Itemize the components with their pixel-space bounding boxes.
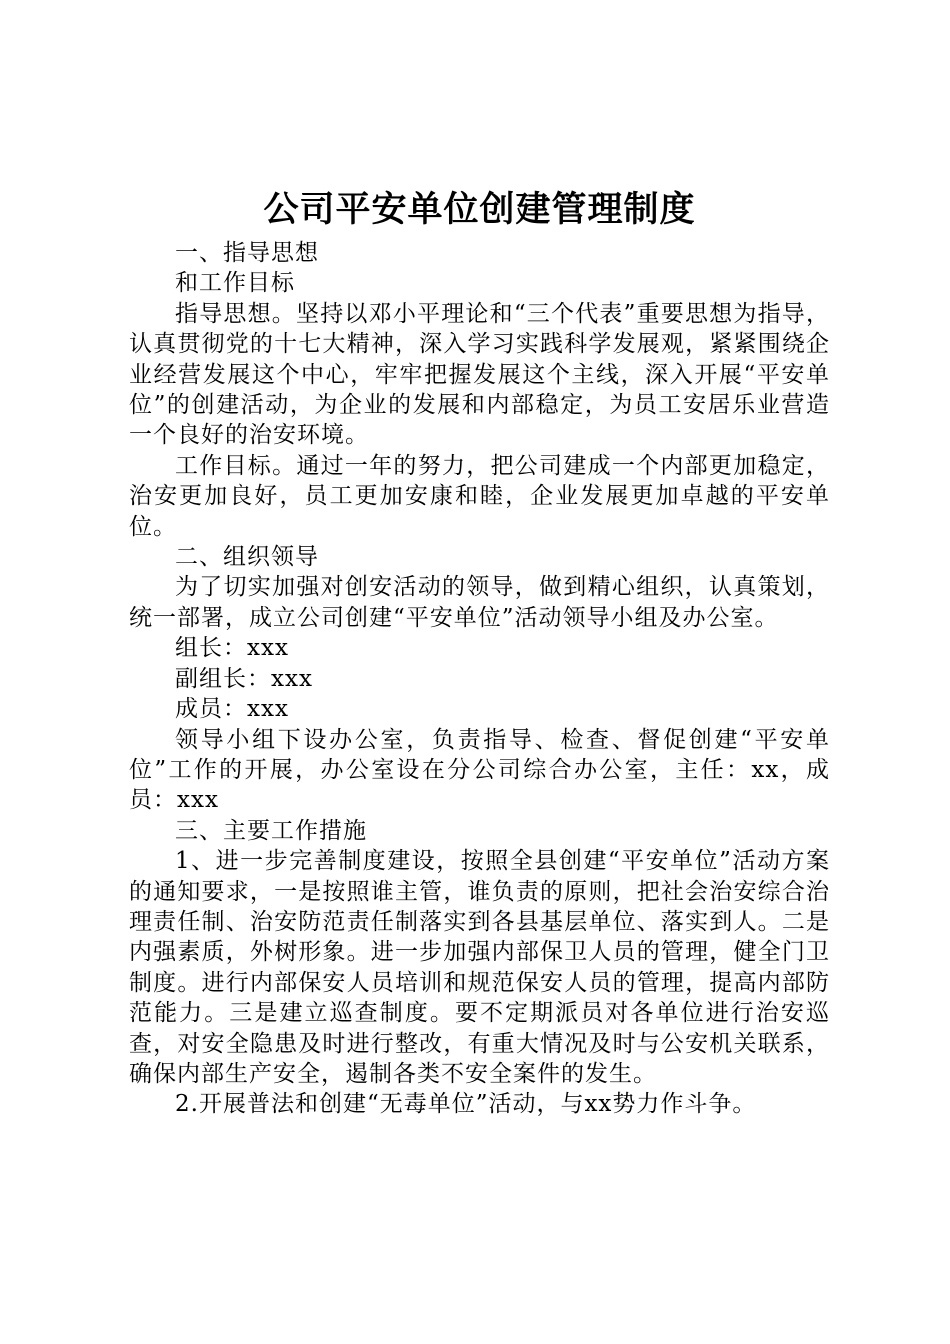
paragraph-team-leader: 组长：xxx xyxy=(175,635,289,662)
paragraph-organization: 为了切实加强对创安活动的领导，做到精心组织，认真策划，统一部署，成立公司创建“平安单位”活动领导小组及办公室。 xyxy=(129,574,830,631)
section-heading-measures: 三、主要工作措施 xyxy=(175,817,367,844)
paragraph-work-goal: 工作目标。通过一年的努力，把公司建成一个内部更加稳定，治安更加良好，员工更加安康和睦，企业发展更加卓越的平安单位。 xyxy=(129,452,830,540)
paragraph-office: 领导小组下设办公室，负责指导、检查、督促创建“平安单位”工作的开展，办公室设在分公司综合办公室，主任：xx，成员：xxx xyxy=(129,726,830,814)
paragraph-measure-2: 2.开展普法和创建“无毒单位”活动，与xx势力作斗争。 xyxy=(175,1091,757,1118)
paragraph-members: 成员：xxx xyxy=(175,696,289,723)
document-body xyxy=(129,238,830,1120)
section-heading-continuation: 和工作目标 xyxy=(175,270,295,297)
document-page xyxy=(129,182,830,1120)
document-title: 公司平安单位创建管理制度 xyxy=(263,190,696,230)
section-heading-guiding-ideology: 一、指导思想 xyxy=(175,240,319,266)
paragraph-measure-1: 1、进一步完善制度建设，按照全县创建“平安单位”活动方案的通知要求，一是按照谁主管，谁负责的原则，把社会治安综合治理责任制、治安防范责任制落实到各县基层单位、落实到人。二是内强素质，外树形象。进一步加强内部保卫人员的管理，健全门卫制度。进行内部保安人员培训和规范保安人员的管理，提高内部防范能力。三是建立巡查制度。要不定期派员对各单位进行治安巡查，对安全隐患及时进行整改，有重大情况及时与公安机关联系，确保内部生产安全，遏制各类不安全案件的发生。 xyxy=(129,848,830,1087)
section-heading-organization: 二、组织领导 xyxy=(175,544,319,571)
paragraph-guiding-ideology: 指导思想。坚持以邓小平理论和“三个代表”重要思想为指导，认真贯彻党的十七大精神，深入学习实践科学发展观，紧紧围绕企业经营发展这个中心，牢牢把握发展这个主线，深入开展“平安单位”的创建活动，为企业的发展和内部稳定，为员工安居乐业营造一个良好的治安环境。 xyxy=(129,300,830,449)
paragraph-deputy-leader: 副组长：xxx xyxy=(175,665,313,692)
